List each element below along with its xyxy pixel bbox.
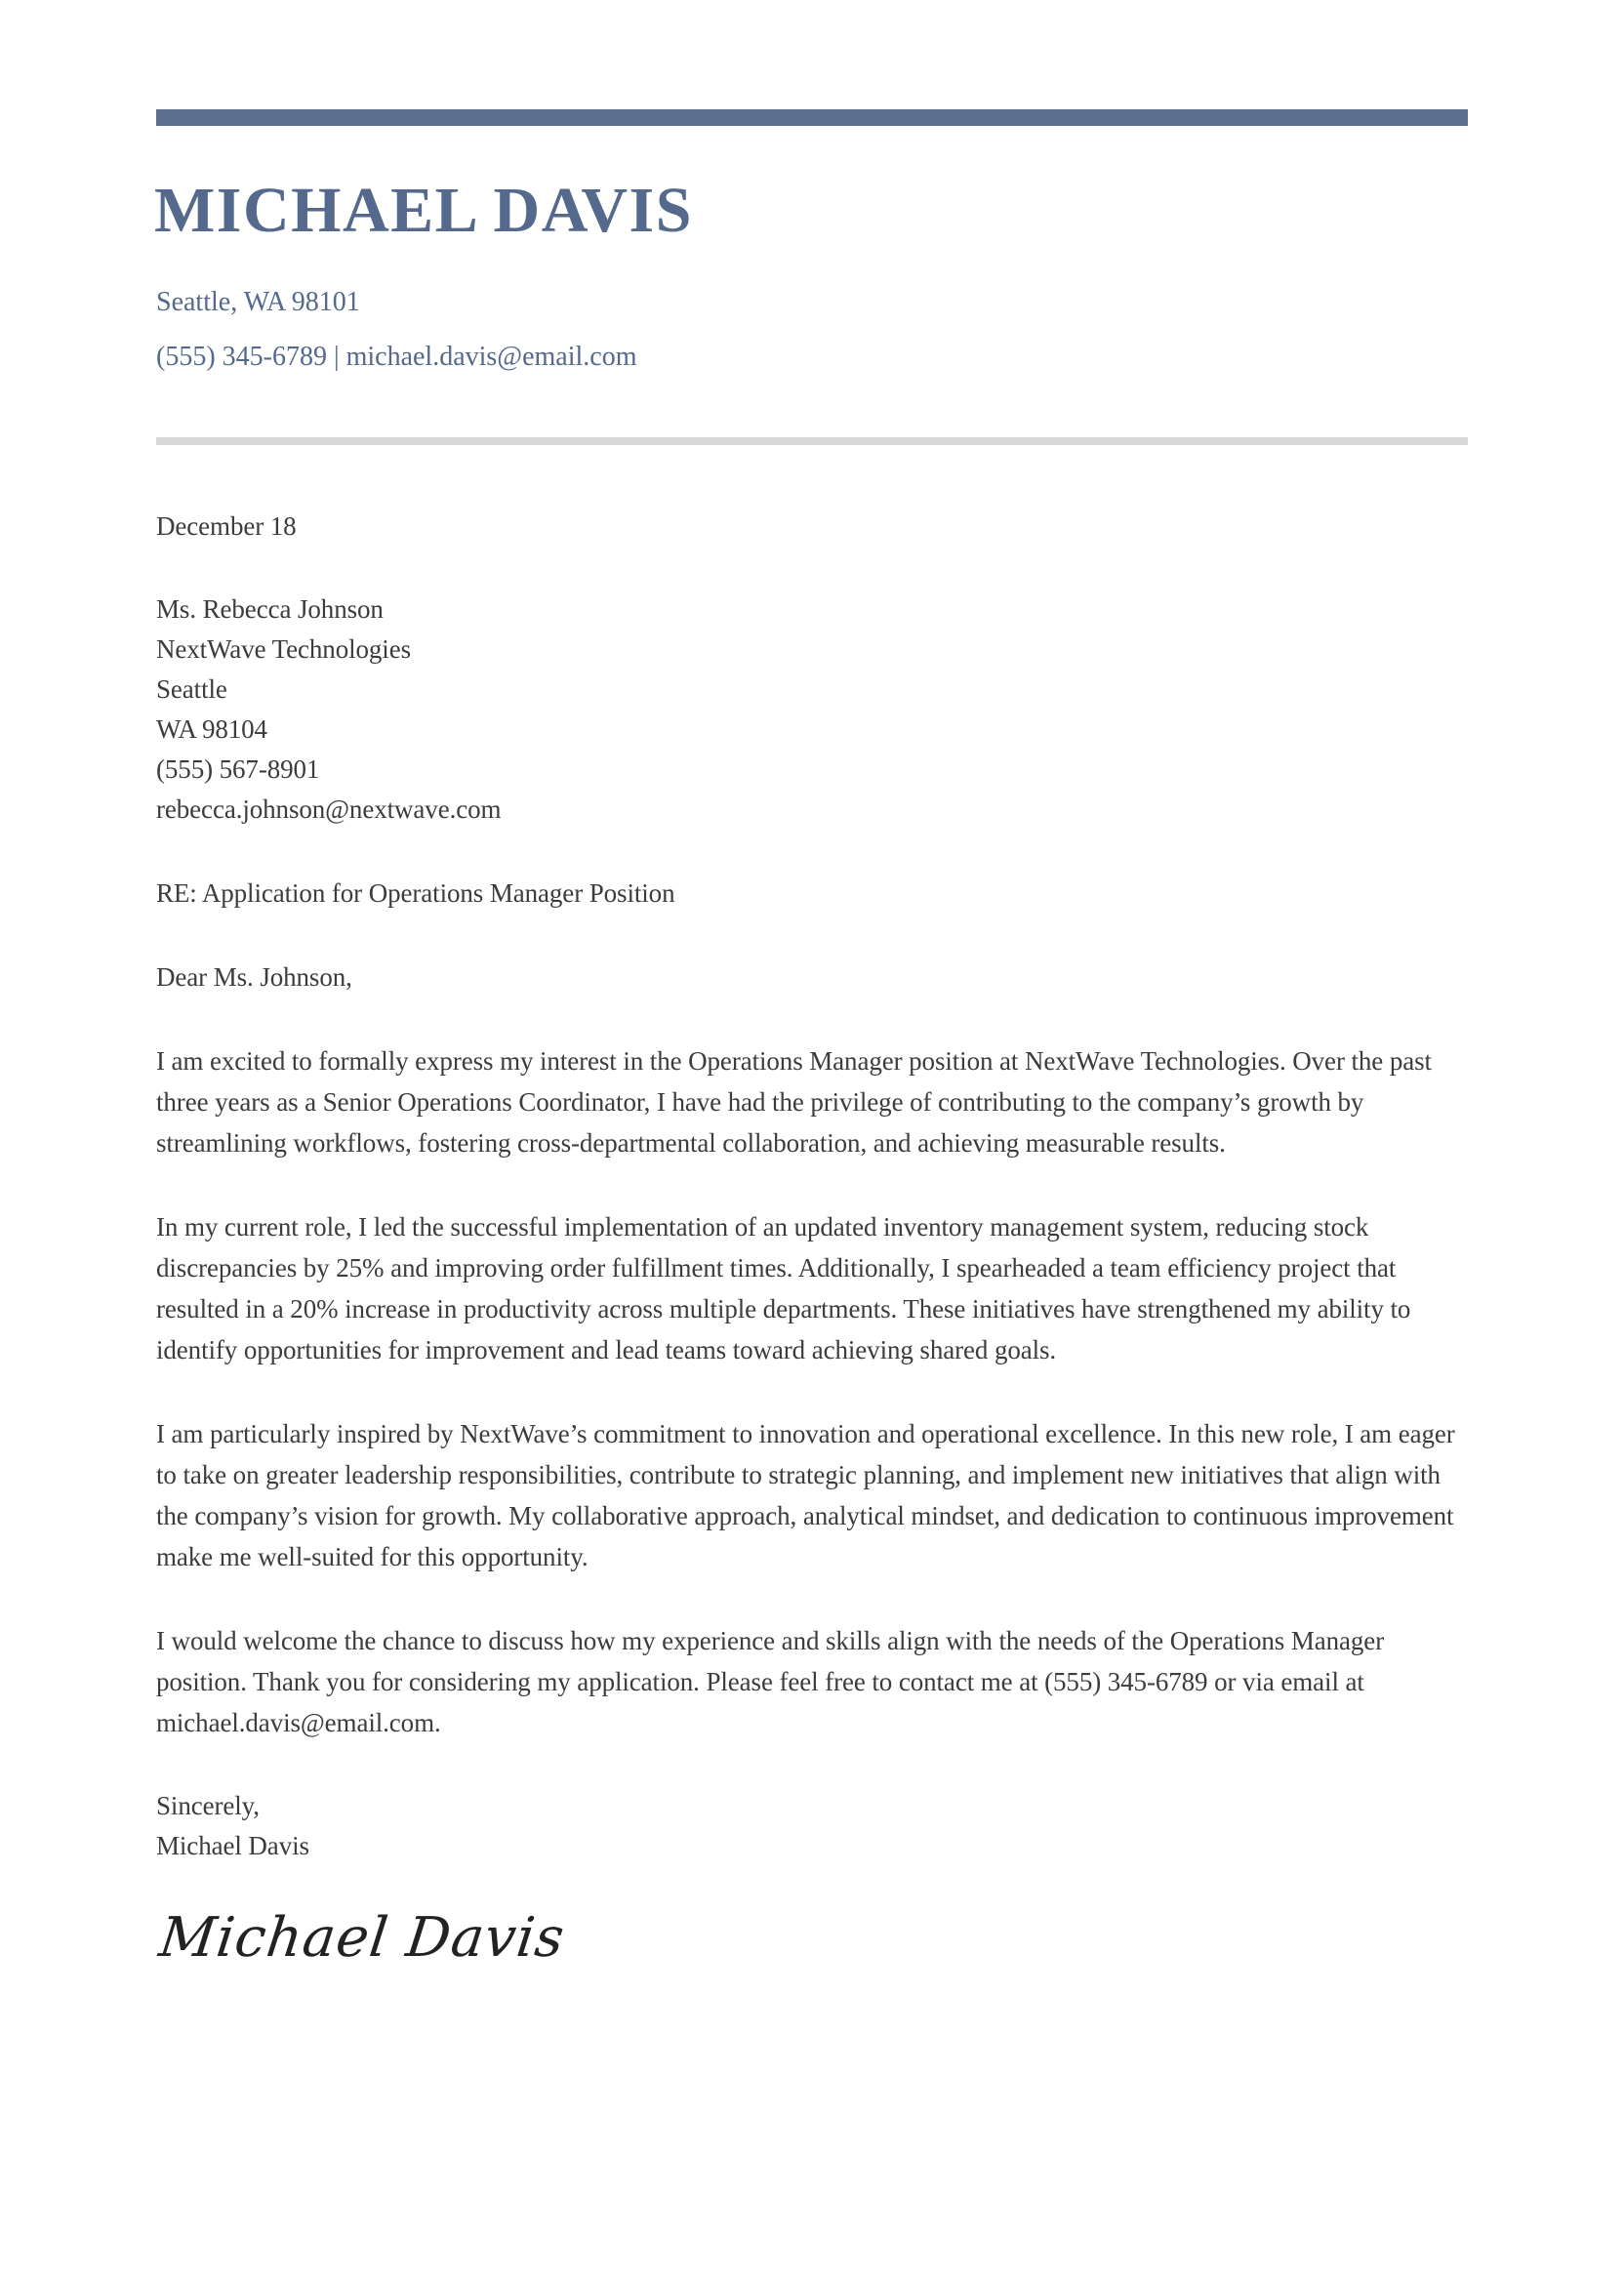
sender-name: MICHAEL DAVIS [154, 175, 693, 246]
recipient-phone: (555) 567-8901 [156, 754, 320, 784]
sender-location: Seattle, WA 98101 [156, 287, 360, 317]
closing-block [156, 1786, 1470, 1866]
recipient-email: rebecca.johnson@nextwave.com [156, 794, 502, 824]
body-paragraph-2: In my current role, I led the successful implementation of an updated inventory management system, reducing stock discrepancies by 25% and improving order fulfillment times. Additionally, I spearheaded a team efficiency project that resulted in a 20% increase in productivity across multiple departments. These initiatives have strengthened my ability to identify opportunities for improvement and lead teams toward achieving shared goals. [156, 1212, 1411, 1364]
body-paragraph-4: I would welcome the chance to discuss how my experience and skills align with the needs of the Operations Manager position. Thank you for considering my application. Please feel free to contact me at (555) 345-6789 or via email at michael.davis@email.com. [156, 1626, 1385, 1737]
header-divider [156, 437, 1468, 445]
letter-date: December 18 [156, 511, 297, 541]
handwritten-signature: Michael Davis [155, 1906, 569, 1970]
recipient-company: NextWave Technologies [156, 634, 412, 664]
recipient-state-zip: WA 98104 [156, 714, 267, 744]
closing-typed-name: Michael Davis [156, 1831, 309, 1860]
salutation: Dear Ms. Johnson, [156, 962, 352, 992]
letter-body [156, 506, 1470, 1968]
subject-line: RE: Application for Operations Manager Position [156, 878, 675, 908]
recipient-city: Seattle [156, 674, 227, 704]
sender-phone-email: (555) 345-6789 | michael.davis@email.com [156, 342, 637, 372]
body-paragraph-3: I am particularly inspired by NextWave’s commitment to innovation and operational excellence. In this new role, I am eager to take on greater leadership responsibilities, contribute to strategic planning, and implement new initiatives that align with the company’s vision for growth. My collaborative approach, analytical mindset, and dedication to continuous improvement make me well-suited for this opportunity. [156, 1419, 1455, 1571]
recipient-name: Ms. Rebecca Johnson [156, 594, 384, 624]
closing-valediction: Sincerely, [156, 1791, 260, 1820]
body-paragraph-1: I am excited to formally express my interest in the Operations Manager position at NextWave Technologies. Over the past three years as a Senior Operations Coordinator, I have had the privilege of contributing to the company’s growth by streamlining workflows, fostering cross-departmental collaboration, and achieving measurable results. [156, 1046, 1432, 1158]
recipient-block [156, 590, 1470, 830]
header-accent-bar [156, 109, 1468, 126]
